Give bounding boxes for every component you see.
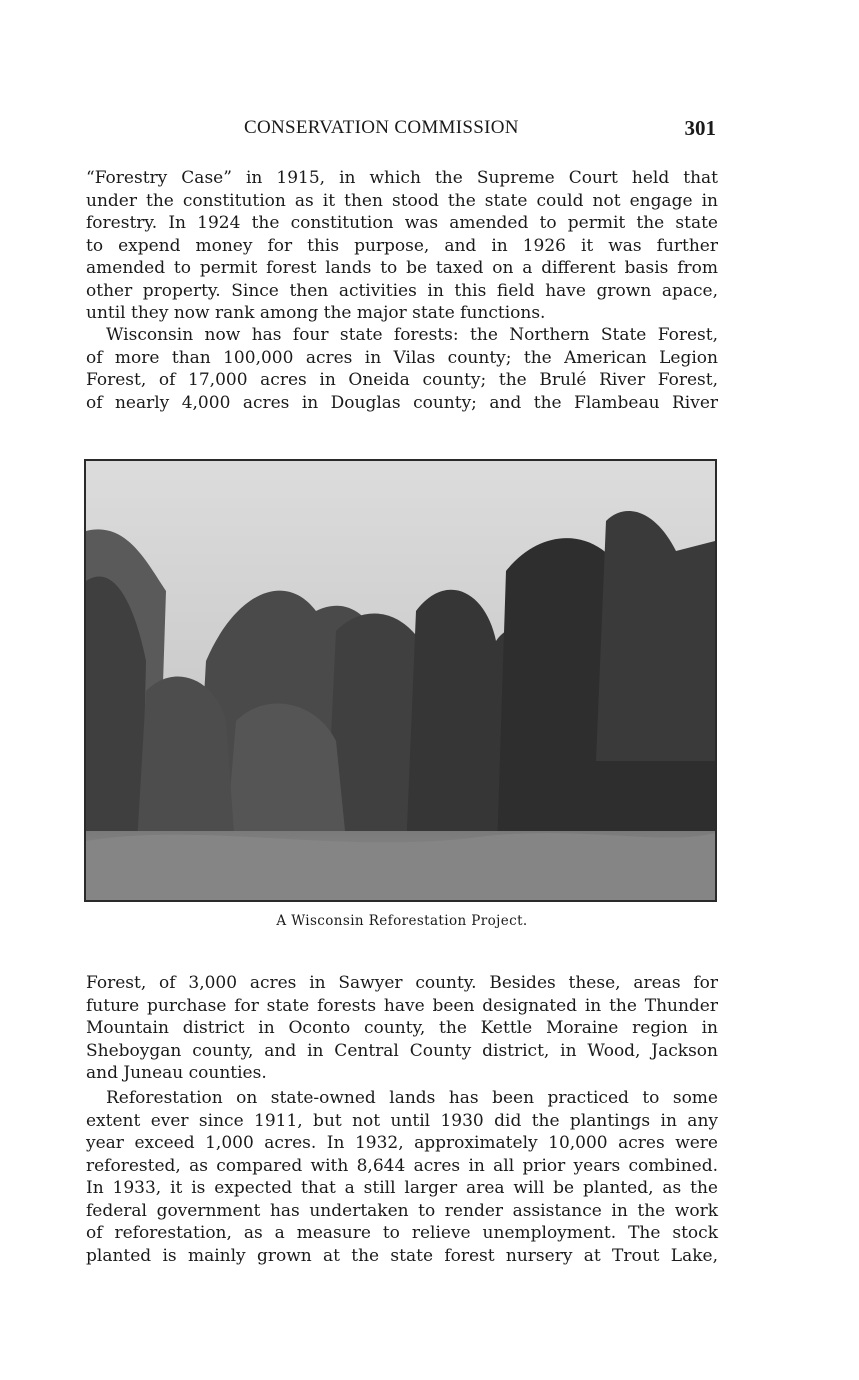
figure-caption: A Wisconsin Reforestation Project. xyxy=(276,913,528,929)
page-header xyxy=(86,117,718,143)
text-line: amended to permit forest lands to be taxed on a different basis from xyxy=(86,258,718,278)
text-line: Forest, of 17,000 acres in Oneida county; the Brulé River Forest, xyxy=(86,370,718,390)
paragraph-reforestation xyxy=(86,1087,718,1267)
paragraph-flambeau-forest xyxy=(86,972,718,1085)
text-line: Reforestation on state-owned lands has been practiced to some xyxy=(106,1088,718,1108)
text-line: of more than 100,000 acres in Vilas county; the American Legion xyxy=(86,347,718,368)
text-line: of nearly 4,000 acres in Douglas county; and the Flambeau River xyxy=(86,392,718,413)
text-line: under the constitution as it then stood the state could not engage in xyxy=(86,190,718,211)
running-title: CONSERVATION COMMISSION xyxy=(244,117,519,138)
text-line: In 1933, it is expected that a still larger area will be planted, as the xyxy=(86,1178,718,1198)
text-line: of reforestation, as a measure to relieve unemployment. The stock xyxy=(86,1223,718,1243)
text-line: forestry. In 1924 the constitution was amended to permit the state xyxy=(86,213,718,233)
text-line: until they now rank among the major state functions. xyxy=(86,303,546,323)
text-line: and Juneau counties. xyxy=(86,1063,267,1083)
paragraph-state-forests xyxy=(86,324,718,414)
text-line: to expend money for this purpose, and in 1926 it was further xyxy=(86,235,718,256)
text-line: future purchase for state forests have been designated in the Thunder xyxy=(86,995,718,1016)
paragraph-forestry-case xyxy=(86,167,718,325)
text-line: Mountain district in Oconto county, the Kettle Moraine region in xyxy=(86,1018,718,1038)
text-line: “Forestry Case” in 1915, in which the Supreme Court held that xyxy=(86,168,718,188)
text-line: federal government has undertaken to render assistance in the work xyxy=(86,1200,718,1221)
text-line: reforested, as compared with 8,644 acres in all prior years combined. xyxy=(86,1155,718,1176)
forest-photograph xyxy=(84,459,717,902)
text-line: extent ever since 1911, but not until 1930 did the plantings in any xyxy=(86,1110,718,1131)
text-line: other property. Since then activities in this field have grown apace, xyxy=(86,280,718,301)
text-line: planted is mainly grown at the state forest nursery at Trout Lake, xyxy=(86,1245,718,1266)
text-line: Forest, of 3,000 acres in Sawyer county. Besides these, areas for xyxy=(86,973,718,993)
text-line: year exceed 1,000 acres. In 1932, approximately 10,000 acres were xyxy=(86,1133,718,1153)
forest-photo-illustration xyxy=(86,461,715,900)
page-number: 301 xyxy=(684,116,716,140)
text-line: Wisconsin now has four state forests: the Northern State Forest, xyxy=(106,325,718,345)
text-line: Sheboygan county, and in Central County district, in Wood, Jackson xyxy=(86,1040,718,1061)
